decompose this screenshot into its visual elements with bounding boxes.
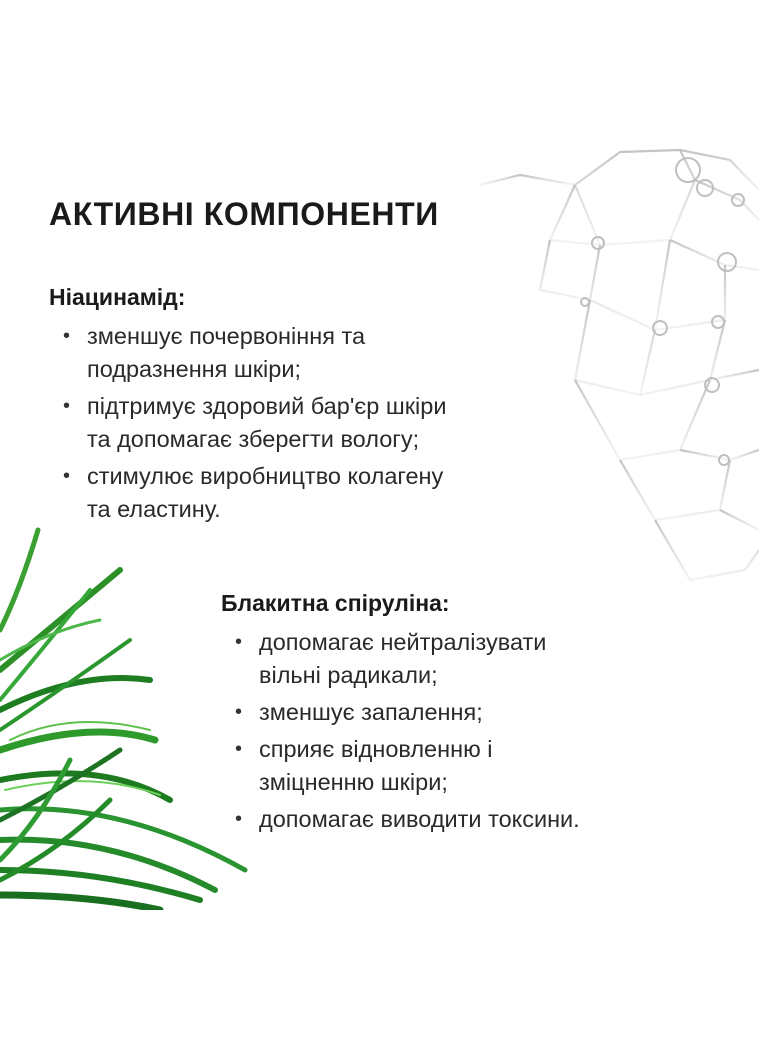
niacinamide-benefits-list: [49, 320, 549, 526]
spirulina-benefits-list: [221, 626, 721, 836]
list-item-line: та еластину.: [87, 496, 221, 522]
list-item-line: зменшує почервоніння та: [87, 323, 366, 349]
list-item-line: допомагає нейтралізувати: [259, 629, 547, 655]
spirulina-heading: Блакитна спіруліна:: [221, 590, 450, 616]
bullet-icon: •: [235, 808, 243, 830]
list-item-line: стимулює виробництво колагену: [87, 463, 444, 489]
list-item-line: підтримує здоровий бар'єр шкіри: [87, 393, 447, 419]
list-item-line: та допомагає зберегти вологу;: [87, 426, 420, 452]
list-item-line: вільні радикали;: [259, 662, 438, 688]
list-item: [49, 390, 549, 456]
list-item-line: зменшує запалення;: [259, 699, 483, 725]
list-item-line: сприяє відновленню і: [259, 736, 493, 762]
bullet-icon: •: [63, 395, 71, 417]
bullet-icon: •: [235, 701, 243, 723]
bullet-icon: •: [235, 631, 243, 653]
list-item-line: подразнення шкіри;: [87, 356, 301, 382]
spirulina-section: [221, 590, 721, 840]
list-item: [49, 320, 549, 386]
bullet-icon: •: [235, 738, 243, 760]
page-title: АКТИВНІ КОМПОНЕНТИ: [49, 196, 439, 232]
list-item: [49, 460, 549, 526]
niacinamide-section: [49, 284, 549, 530]
list-item-line: допомагає виводити токсини.: [259, 806, 580, 832]
list-item-line: зміцненню шкіри;: [259, 769, 448, 795]
niacinamide-heading: Ніацинамід:: [49, 284, 186, 310]
bullet-icon: •: [63, 325, 71, 347]
list-item: [221, 803, 721, 836]
list-item: [221, 733, 721, 799]
bullet-icon: •: [63, 465, 71, 487]
list-item: [221, 696, 721, 729]
list-item: [221, 626, 721, 692]
